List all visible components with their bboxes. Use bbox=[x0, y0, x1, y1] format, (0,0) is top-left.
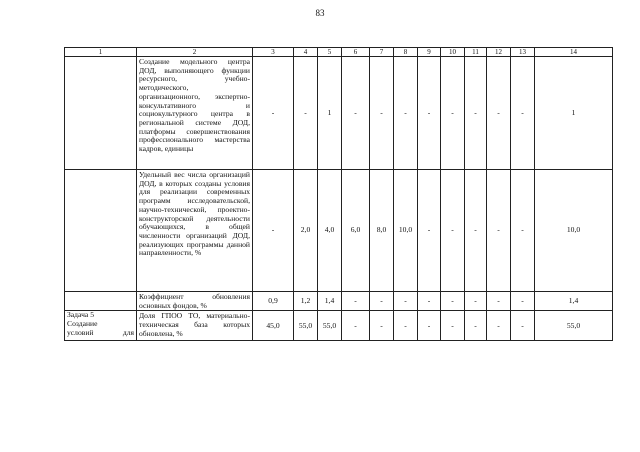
table-row bbox=[65, 311, 613, 341]
indicator-description: Удельный вес числа организаций ДОД, в которых созданы условия для реализации современных программ исследовательской, научно-технической, проектно-конструкторской деятельности обучающихся, в общей численности организаций ДОД, реализующих программы данной направленности, % bbox=[137, 170, 253, 292]
value-cell: - bbox=[394, 311, 418, 341]
value-cell: - bbox=[342, 292, 370, 311]
value-cell: - bbox=[465, 292, 487, 311]
value-cell: - bbox=[487, 292, 511, 311]
value-cell: - bbox=[418, 57, 441, 170]
task-line: условий для bbox=[67, 327, 134, 337]
value-cell: - bbox=[394, 57, 418, 170]
header-cell: 6 bbox=[342, 48, 370, 57]
task-line: Создание bbox=[67, 319, 98, 329]
value-cell: - bbox=[465, 57, 487, 170]
value-cell: 10,0 bbox=[394, 170, 418, 292]
value-cell: - bbox=[418, 292, 441, 311]
table-row bbox=[65, 292, 613, 311]
table-row bbox=[65, 170, 613, 292]
value-cell: - bbox=[253, 57, 294, 170]
value-cell: - bbox=[465, 311, 487, 341]
value-cell: 55,0 bbox=[318, 311, 342, 341]
value-cell: 4,0 bbox=[318, 170, 342, 292]
value-cell: 2,0 bbox=[294, 170, 318, 292]
value-cell: - bbox=[253, 170, 294, 292]
value-cell: - bbox=[370, 57, 394, 170]
value-cell: 8,0 bbox=[370, 170, 394, 292]
header-cell: 3 bbox=[253, 48, 294, 57]
header-cell: 2 bbox=[137, 48, 253, 57]
value-cell: - bbox=[370, 292, 394, 311]
value-cell: 6,0 bbox=[342, 170, 370, 292]
value-cell: - bbox=[511, 170, 535, 292]
header-cell: 1 bbox=[65, 48, 137, 57]
header-cell: 12 bbox=[487, 48, 511, 57]
indicator-description: Коэффициент обновления основных фондов, % bbox=[137, 292, 253, 311]
header-cell: 7 bbox=[370, 48, 394, 57]
value-cell: 1,2 bbox=[294, 292, 318, 311]
value-cell: - bbox=[487, 311, 511, 341]
value-cell: - bbox=[294, 57, 318, 170]
task-line: Задача 5 bbox=[67, 310, 94, 320]
value-cell: - bbox=[487, 170, 511, 292]
task-cell bbox=[65, 311, 137, 341]
value-cell: - bbox=[487, 57, 511, 170]
header-cell: 5 bbox=[318, 48, 342, 57]
value-cell: - bbox=[511, 57, 535, 170]
value-cell: 1 bbox=[535, 57, 613, 170]
value-cell: - bbox=[418, 311, 441, 341]
table-row bbox=[65, 57, 613, 170]
header-row bbox=[65, 48, 613, 57]
task-cell bbox=[65, 170, 137, 292]
header-cell: 14 bbox=[535, 48, 613, 57]
header-cell: 8 bbox=[394, 48, 418, 57]
value-cell: - bbox=[441, 292, 465, 311]
value-cell: 1,4 bbox=[535, 292, 613, 311]
value-cell: 1 bbox=[318, 57, 342, 170]
value-cell: - bbox=[511, 311, 535, 341]
indicator-description: Доля ГПОО ТО, материально-техническая база которых обновлена, % bbox=[137, 311, 253, 341]
value-cell: - bbox=[511, 292, 535, 311]
value-cell: - bbox=[441, 57, 465, 170]
value-cell: 55,0 bbox=[535, 311, 613, 341]
header-cell: 10 bbox=[441, 48, 465, 57]
value-cell: 0,9 bbox=[253, 292, 294, 311]
value-cell: - bbox=[342, 57, 370, 170]
header-cell: 4 bbox=[294, 48, 318, 57]
value-cell: 55,0 bbox=[294, 311, 318, 341]
task-cell bbox=[65, 292, 137, 311]
value-cell: 45,0 bbox=[253, 311, 294, 341]
value-cell: - bbox=[441, 311, 465, 341]
header-cell: 9 bbox=[418, 48, 441, 57]
header-cell: 13 bbox=[511, 48, 535, 57]
header-cell: 11 bbox=[465, 48, 487, 57]
value-cell: - bbox=[394, 292, 418, 311]
value-cell: - bbox=[441, 170, 465, 292]
indicator-table bbox=[64, 47, 613, 341]
page-number: 83 bbox=[315, 8, 325, 18]
value-cell: - bbox=[418, 170, 441, 292]
value-cell: - bbox=[465, 170, 487, 292]
task-cell bbox=[65, 57, 137, 170]
value-cell: - bbox=[370, 311, 394, 341]
value-cell: 1,4 bbox=[318, 292, 342, 311]
value-cell: - bbox=[342, 311, 370, 341]
value-cell: 10,0 bbox=[535, 170, 613, 292]
indicator-description: Создание модельного центра ДОД, выполняющего функции ресурсного, учебно-методического, организационного, экспертно-консультативного и социокультурного центра в региональной системе ДОД, платформы совершенствования профессионального мастерства кадров, единицы bbox=[137, 57, 253, 170]
